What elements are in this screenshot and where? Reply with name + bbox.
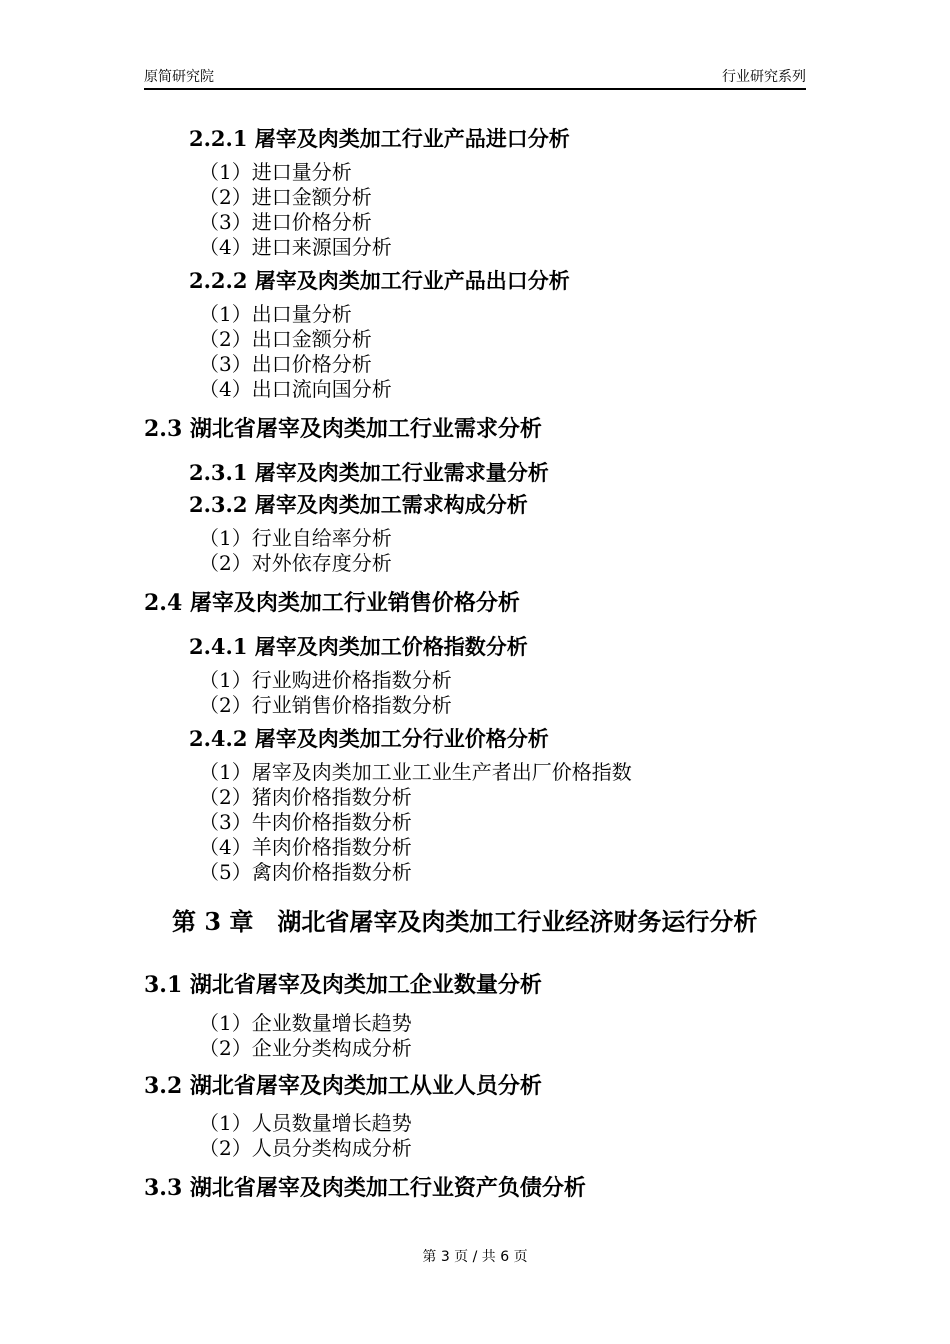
toc-heading-2-4-2: 2.4.2 屠宰及肉类加工分行业价格分析 [189,726,549,751]
header-org: 原简研究院 [144,69,214,85]
toc-heading-2-3: 2.3 湖北省屠宰及肉类加工行业需求分析 [144,416,542,442]
toc-item: （2）进口金额分析 [199,185,372,209]
toc-item: （4）进口来源国分析 [199,235,392,259]
chapter-label: 第 3 章 [172,907,254,936]
toc-item: （2）行业销售价格指数分析 [199,693,452,717]
toc-item: （2）对外依存度分析 [199,551,392,575]
toc-item: （2）人员分类构成分析 [199,1136,412,1160]
toc-chapter-3 [172,907,758,936]
toc-heading-2-4-1: 2.4.1 屠宰及肉类加工价格指数分析 [189,634,528,659]
toc-item: （3）牛肉价格指数分析 [199,810,412,834]
page-number: 第 3 页 / 共 6 页 [422,1249,528,1265]
toc-item: （1）行业购进价格指数分析 [199,668,452,692]
header-series: 行业研究系列 [722,69,806,85]
toc-heading-2-3-2: 2.3.2 屠宰及肉类加工需求构成分析 [189,492,528,517]
toc-heading-3-2: 3.2 湖北省屠宰及肉类加工从业人员分析 [144,1073,542,1099]
toc-item: （4）羊肉价格指数分析 [199,835,412,859]
toc-item: （1）屠宰及肉类加工业工业生产者出厂价格指数 [199,760,632,784]
chapter-title: 湖北省屠宰及肉类加工行业经济财务运行分析 [277,907,758,936]
toc-item: （2）猪肉价格指数分析 [199,785,412,809]
toc-heading-3-3: 3.3 湖北省屠宰及肉类加工行业资产负债分析 [144,1175,586,1201]
toc-item: （2）出口金额分析 [199,327,372,351]
header-divider [144,88,806,90]
toc-heading-2-2-2: 2.2.2 屠宰及肉类加工行业产品出口分析 [189,268,570,293]
toc-item: （5）禽肉价格指数分析 [199,860,412,884]
toc-item: （4）出口流向国分析 [199,377,392,401]
toc-item: （2）企业分类构成分析 [199,1036,412,1060]
toc-item: （3）进口价格分析 [199,210,372,234]
toc-item: （1）人员数量增长趋势 [199,1111,412,1135]
toc-heading-2-3-1: 2.3.1 屠宰及肉类加工行业需求量分析 [189,460,549,485]
toc-item: （1）出口量分析 [199,302,352,326]
toc-item: （1）企业数量增长趋势 [199,1011,412,1035]
toc-item: （3）出口价格分析 [199,352,372,376]
toc-heading-2-2-1: 2.2.1 屠宰及肉类加工行业产品进口分析 [189,126,570,151]
toc-item: （1）行业自给率分析 [199,526,392,550]
toc-heading-3-1: 3.1 湖北省屠宰及肉类加工企业数量分析 [144,972,542,998]
toc-heading-2-4: 2.4 屠宰及肉类加工行业销售价格分析 [144,590,520,616]
toc-item: （1）进口量分析 [199,160,352,184]
